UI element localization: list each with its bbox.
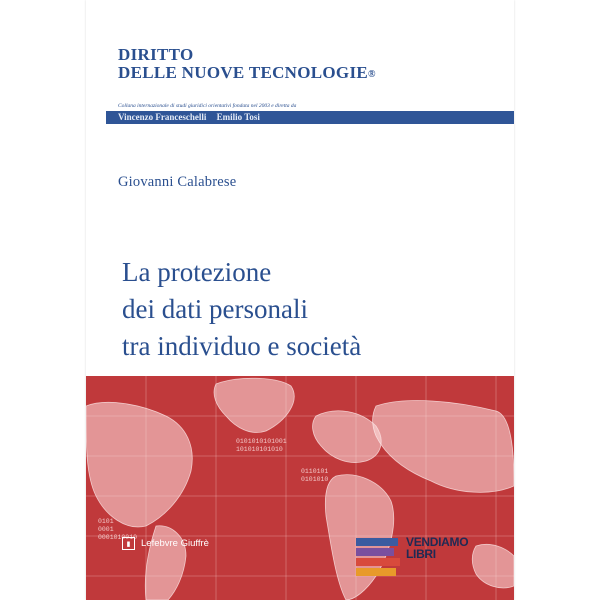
series-title-line1: DIRITTO <box>118 45 194 64</box>
stamp-line2: LIBRI <box>406 547 436 561</box>
stamp-line1: VENDIAMO <box>406 535 469 549</box>
publisher-imprint <box>122 537 209 550</box>
editor-name: Emilio Tosi <box>216 112 260 122</box>
publisher-logo-icon: ▮ <box>122 537 135 550</box>
series-title-line2-text: DELLE NUOVE TECNOLOGIE <box>118 63 369 82</box>
binary-pattern: 0101 0001 0001010010 <box>98 518 138 541</box>
series-title-line2 <box>118 64 376 84</box>
editor-name: Vincenzo Franceschelli <box>118 112 207 122</box>
book-title-line3: tra individuo e società <box>122 331 362 361</box>
series-note: Collana internazionale di studi giuridici orientativi fondata nel 2003 e diretta da <box>118 103 297 109</box>
publisher-name: Lefebvre Giuffrè <box>141 538 209 549</box>
author-name: Giovanni Calabrese <box>118 174 237 190</box>
seller-stamp-text <box>406 536 468 560</box>
book-title <box>122 254 361 365</box>
books-stack-icon <box>356 538 400 578</box>
editors-band <box>106 111 514 124</box>
registered-mark: ® <box>368 69 376 80</box>
binary-pattern: 0101010101001 101010101010 <box>236 438 287 453</box>
binary-pattern: 0110101 0101010 <box>301 468 329 483</box>
book-title-line2: dei dati personali <box>122 294 308 324</box>
book-title-line1: La protezione <box>122 257 272 287</box>
series-title <box>118 46 376 84</box>
series-editors <box>118 112 268 123</box>
seller-stamp <box>356 532 506 592</box>
book-cover <box>86 0 514 600</box>
